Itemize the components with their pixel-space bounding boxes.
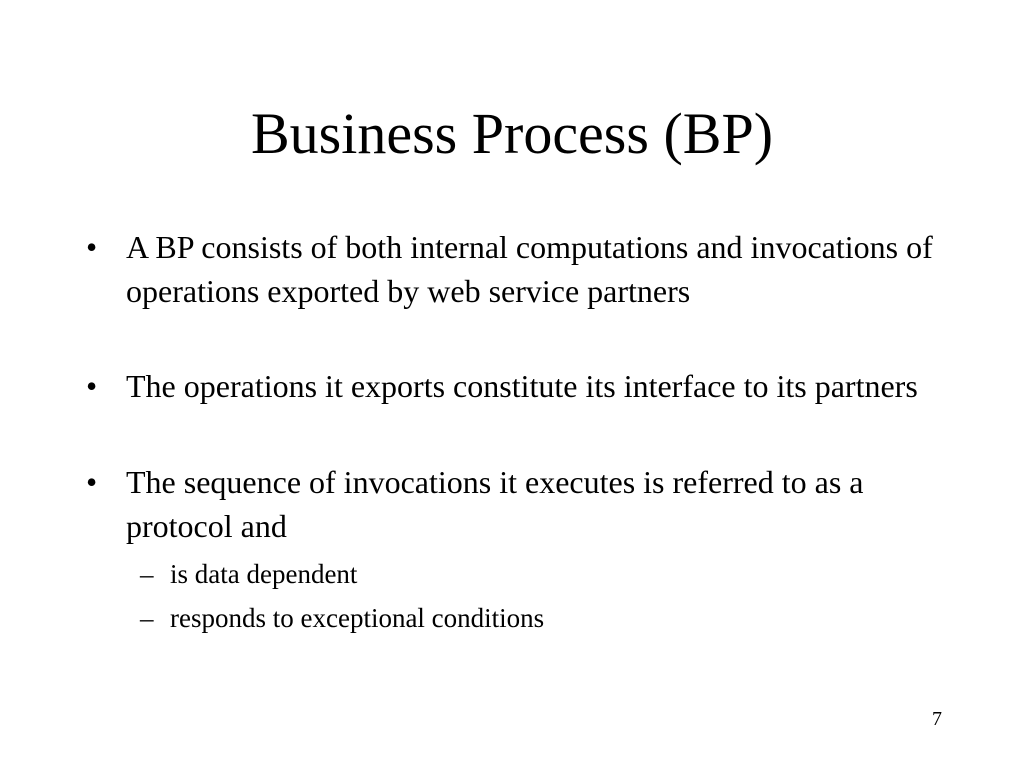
- bullet-marker: •: [86, 229, 98, 265]
- sub-bullet-item: [140, 600, 940, 636]
- slide-title: Business Process (BP): [250, 101, 774, 166]
- bullet-item: [86, 225, 946, 313]
- bullet-marker: •: [86, 368, 98, 404]
- sub-bullet-text: responds to exceptional conditions: [170, 603, 545, 633]
- sub-bullet-marker: –: [140, 603, 154, 633]
- bullet-item: [86, 460, 946, 548]
- bullet-marker: •: [86, 464, 98, 500]
- bullet-text: The operations it exports constitute its interface to its partners: [126, 368, 918, 404]
- page-number: 7: [932, 708, 942, 730]
- sub-bullet-item: [140, 556, 940, 592]
- bullet-item: [86, 364, 946, 408]
- sub-bullet-marker: –: [140, 559, 154, 589]
- bullet-text: The sequence of invocations it executes is referred to as a protocol and: [126, 464, 864, 544]
- sub-bullet-text: is data dependent: [170, 559, 358, 589]
- bullet-text: A BP consists of both internal computations and invocations of operations exported by web service partners: [126, 229, 933, 309]
